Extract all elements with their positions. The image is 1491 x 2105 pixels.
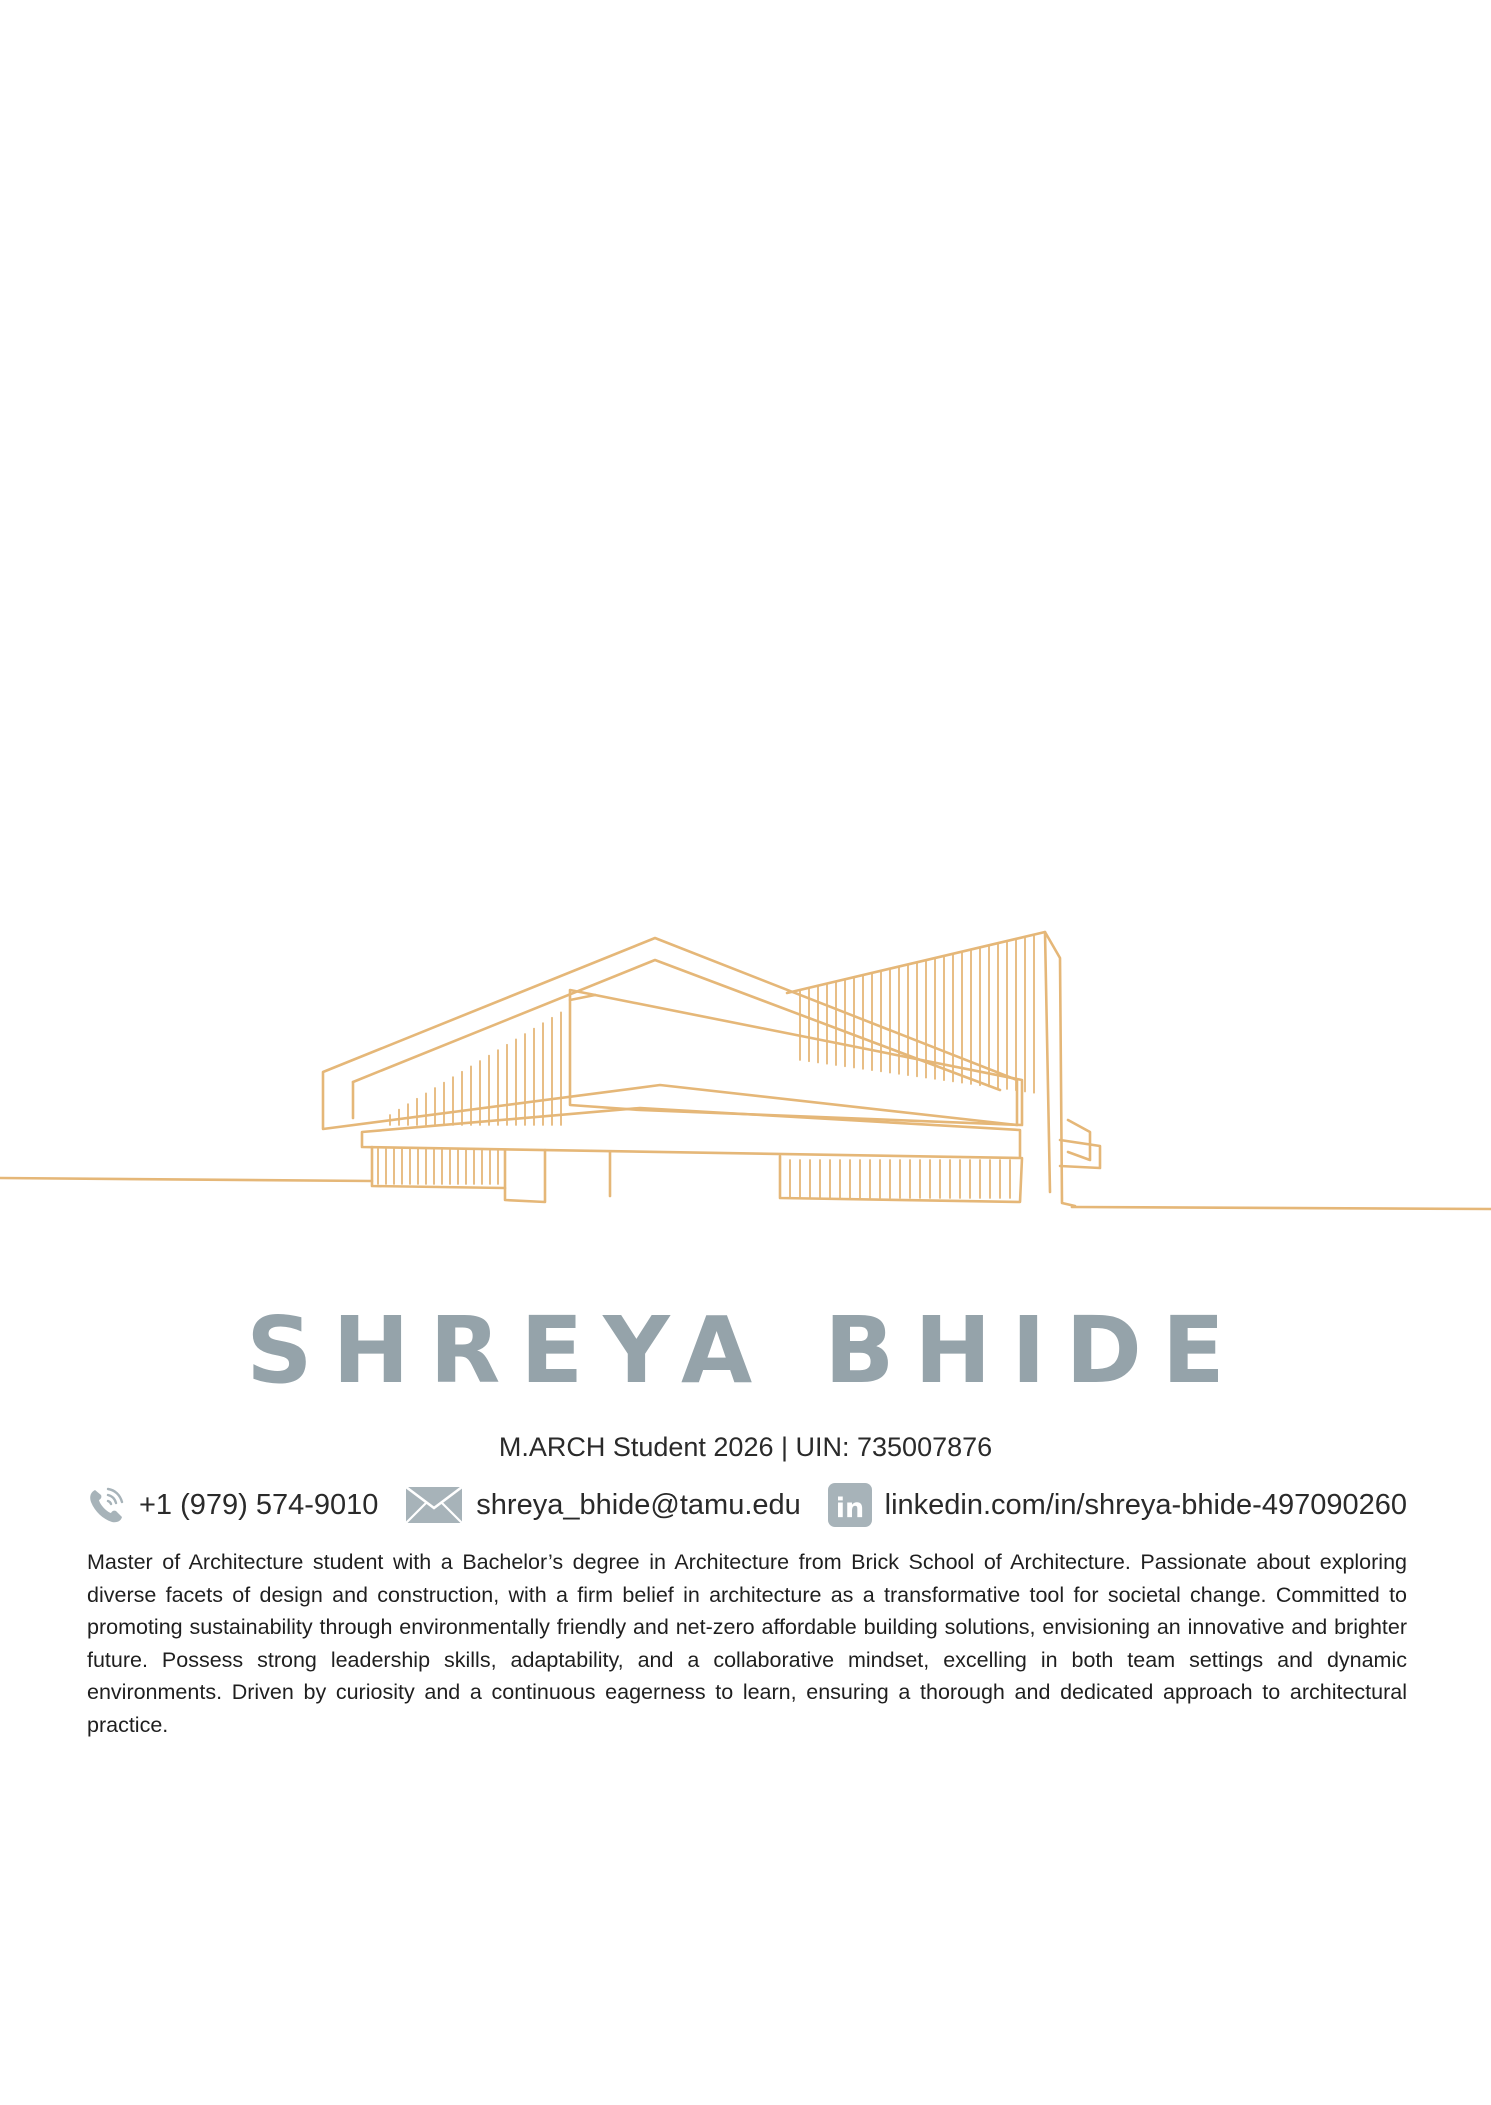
linkedin-url: linkedin.com/in/shreya-bhide-497090260 [884,1488,1407,1521]
phone-contact[interactable] [85,1484,378,1526]
person-name: SHREYA BHIDE [246,1297,1245,1404]
email-contact[interactable] [404,1484,800,1526]
linkedin-contact[interactable] [827,1482,1407,1528]
linkedin-icon [827,1482,873,1528]
mail-icon [404,1484,464,1526]
profile-summary: Master of Architecture student with a Bachelor’s degree in Architecture from Brick School of Architecture. Passionate about exploring diverse facets of design and construction, with a firm belief in architecture as a transformative tool for societal change. Committed to promoting sustainability through environmentally friendly and net-zero affordable building solutions, envisioning an innovative and brighter future. Possess strong leadership skills, adaptability, and a collaborative mindset, excelling in both team settings and dynamic environments. Driven by curiosity and a continuous eagerness to learn, ensuring a thorough and dedicated approach to architectural practice. [87,1550,1407,1737]
email-address: shreya_bhide@tamu.edu [476,1488,801,1521]
phone-icon [85,1484,127,1526]
contact-row [85,1480,1407,1530]
degree-and-uin: M.ARCH Student 2026 | UIN: 735007876 [498,1432,993,1462]
phone-number: +1 (979) 574-9010 [139,1488,379,1521]
svg-text:in: in [835,1493,864,1524]
building-sketch-illustration [0,920,1491,1250]
